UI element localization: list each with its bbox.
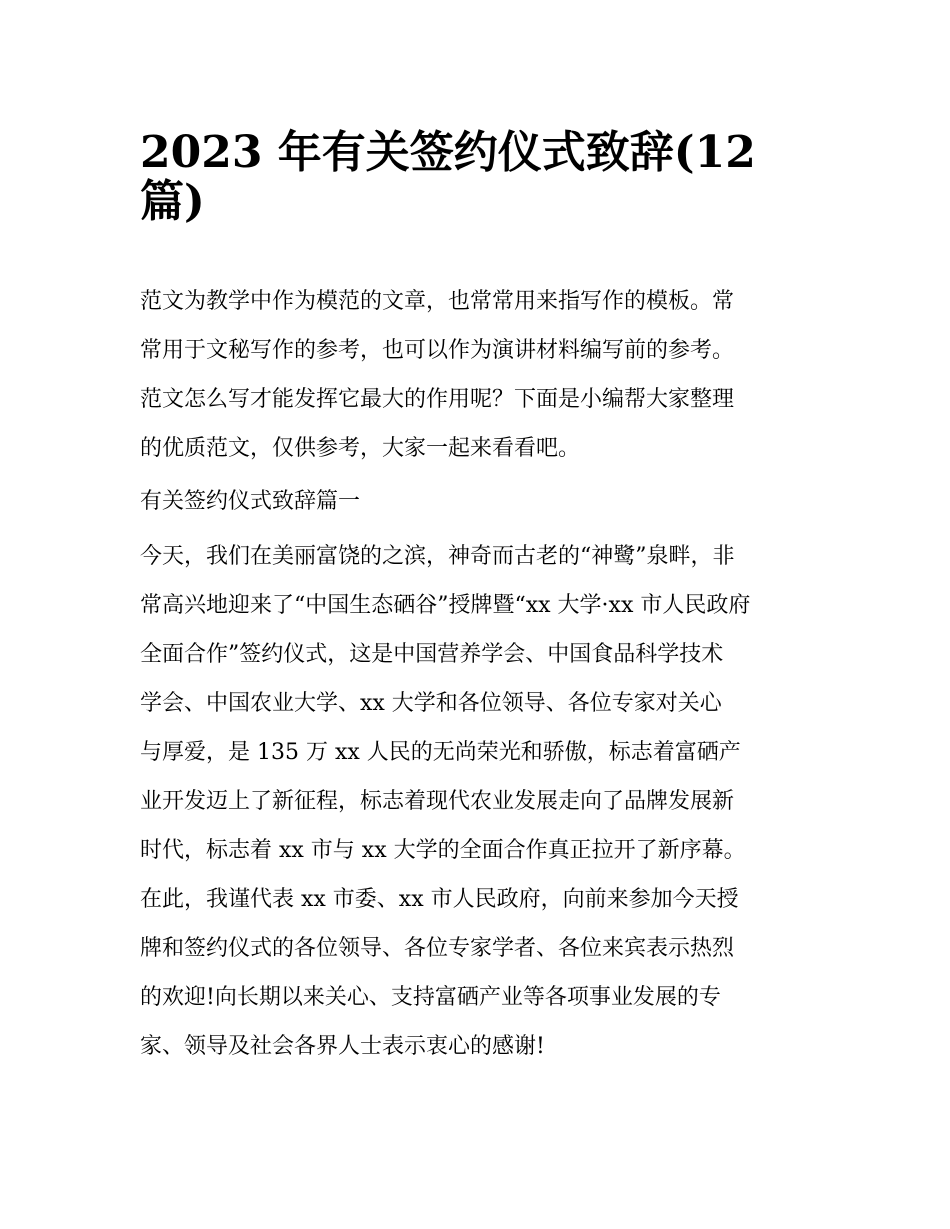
title-line: 篇) <box>140 176 205 227</box>
paragraph-line: 在此，我谨代表 xx 市委、xx 市人民政府，向前来参加今天授 <box>140 887 739 912</box>
paragraph-line: 今天，我们在美丽富饶的之滨，神奇而古老的“神鹭”泉畔，非 <box>140 544 735 569</box>
paragraph-line: 时代，标志着 xx 市与 xx 大学的全面合作真正拉开了新序幕。 <box>140 838 746 863</box>
intro-line: 范文为教学中作为模范的文章，也常常用来指写作的模板。常 <box>140 289 735 314</box>
paragraph-line: 业开发迈上了新征程，标志着现代农业发展走向了品牌发展新 <box>140 789 735 814</box>
section-heading-text: 有关签约仪式致辞篇一 <box>140 489 361 514</box>
paragraph-line: 牌和签约仪式的各位领导、各位专家学者、各位来宾表示热烈 <box>140 936 735 961</box>
paragraph-line: 常高兴地迎来了“中国生态硒谷”授牌暨“xx 大学·xx 市人民政府 <box>140 593 751 618</box>
title-line: 2023 年有关签约仪式致辞(12 <box>140 127 756 178</box>
intro-line: 范文怎么写才能发挥它最大的作用呢？下面是小编帮大家整理 <box>140 387 735 412</box>
paragraph-line: 学会、中国农业大学、xx 大学和各位领导、各位专家对关心 <box>140 691 722 716</box>
intro-paragraph <box>140 277 820 473</box>
speech-paragraph <box>140 532 820 1071</box>
paragraph-line: 全面合作”签约仪式，这是中国营养学会、中国食品科学技术 <box>140 642 724 667</box>
intro-line: 的优质范文，仅供参考，大家一起来看看吧。 <box>140 436 581 461</box>
document-title <box>140 116 820 227</box>
paragraph-line: 家、领导及社会各界人士表示衷心的感谢! <box>140 1034 545 1059</box>
intro-line: 常用于文秘写作的参考，也可以作为演讲材料编写前的参考。 <box>140 338 735 363</box>
paragraph-line: 的欢迎!向长期以来关心、支持富硒产业等各项事业发展的专 <box>140 985 721 1010</box>
section-heading <box>140 477 820 526</box>
paragraph-line: 与厚爱，是 135 万 xx 人民的无尚荣光和骄傲，标志着富硒产 <box>140 740 741 765</box>
